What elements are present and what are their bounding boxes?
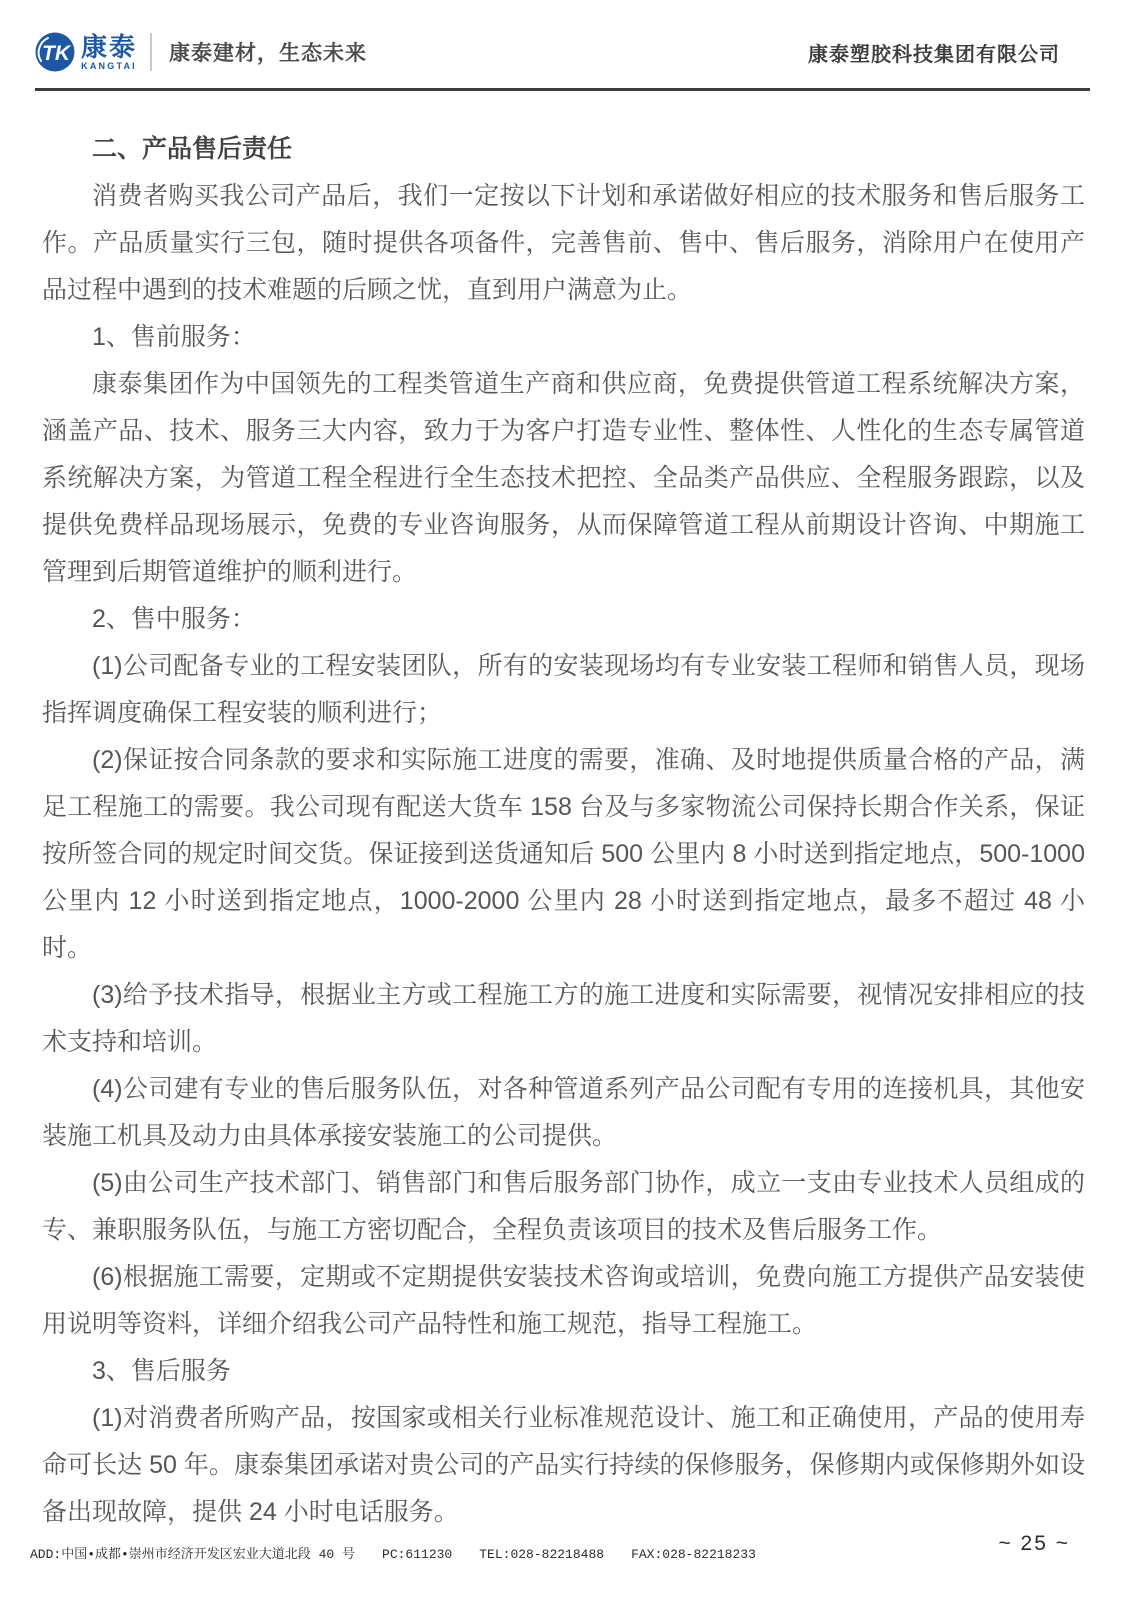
- brand-text: [81, 31, 138, 71]
- logo-tk-icon: [35, 32, 75, 72]
- footer-fax: FAX:028-82218233: [631, 1547, 756, 1562]
- paragraph: 消费者购买我公司产品后，我们一定按以下计划和承诺做好相应的技术服务和售后服务工作。产品质量实行三包，随时提供各项备件，完善售前、售中、售后服务，消除用户在使用产品过程中遇到的技术难题的后顾之忧，直到用户满意为止。: [42, 182, 1085, 304]
- company-logo: [35, 32, 137, 72]
- footer-postal-code: PC:611230: [382, 1547, 453, 1562]
- sub-heading: 2、售中服务：: [92, 605, 256, 633]
- sub-heading: 3、售后服务: [92, 1357, 231, 1385]
- footer-contact-info: [30, 1543, 783, 1562]
- page-header: [35, 0, 1090, 91]
- paragraph: (2)保证按合同条款的要求和实际施工进度的需要，准确、及时地提供质量合格的产品，满足工程施工的需要。我公司现有配送大货车 158 台及与多家物流公司保持长期合作关系，保证按所签合同的规定时间交货。保证接到送货通知后 500 公里内 8 小时送到指定地点，500-1000 公里内 12 小时送到指定地点，1000-2000 公里内 28 小时送到指定地点，最多不超过 48 小时。: [42, 746, 1085, 962]
- paragraph: (1)公司配备专业的工程安装团队，所有的安装现场均有专业安装工程师和销售人员，现场指挥调度确保工程安装的顺利进行；: [42, 652, 1085, 727]
- page-number: ~ 25 ~: [998, 1532, 1070, 1555]
- company-name: 康泰塑胶科技集团有限公司: [808, 43, 1060, 66]
- footer-tel: TEL:028-82218488: [479, 1547, 605, 1562]
- paragraph: (3)给予技术指导，根据业主方或工程施工方的施工进度和实际需要，视情况安排相应的技术支持和培训。: [42, 981, 1085, 1056]
- sub-heading: 1、售前服务：: [92, 323, 256, 351]
- section-title: 二、产品售后责任: [92, 135, 293, 163]
- footer-address: ADD:中国•成都•崇州市经济开发区宏业大道北段 40 号: [30, 1547, 356, 1562]
- document-content: [42, 126, 1085, 1536]
- company-slogan: 康泰建材，生态未来: [169, 42, 368, 65]
- paragraph: (5)由公司生产技术部门、销售部门和售后服务部门协作，成立一支由专业技术人员组成的专、兼职服务队伍，与施工方密切配合，全程负责该项目的技术及售后服务工作。: [42, 1169, 1085, 1244]
- paragraph: (1)对消费者所购产品，按国家或相关行业标准规范设计、施工和正确使用，产品的使用寿命可长达 50 年。康泰集团承诺对贵公司的产品实行持续的保修服务，保修期内或保修期外如设备出现故障，提供 24 小时电话服务。: [42, 1404, 1085, 1526]
- header-divider: [150, 33, 152, 71]
- brand-name-cn: 康泰: [81, 31, 138, 62]
- brand-name-en: KANGTAI: [81, 60, 137, 71]
- paragraph: 康泰集团作为中国领先的工程类管道生产商和供应商，免费提供管道工程系统解决方案，涵盖产品、技术、服务三大内容，致力于为客户打造专业性、整体性、人性化的生态专属管道系统解决方案，为管道工程全程进行全生态技术把控、全品类产品供应、全程服务跟踪，以及提供免费样品现场展示，免费的专业咨询服务，从而保障管道工程从前期设计咨询、中期施工管理到后期管道维护的顺利进行。: [42, 370, 1085, 586]
- paragraph: (4)公司建有专业的售后服务队伍，对各种管道系列产品公司配有专用的连接机具，其他安装施工机具及动力由具体承接安装施工的公司提供。: [42, 1075, 1085, 1150]
- svg-text:TK: TK: [42, 42, 70, 65]
- paragraph: (6)根据施工需要，定期或不定期提供安装技术咨询或培训，免费向施工方提供产品安装使用说明等资料，详细介绍我公司产品特性和施工规范，指导工程施工。: [42, 1263, 1085, 1338]
